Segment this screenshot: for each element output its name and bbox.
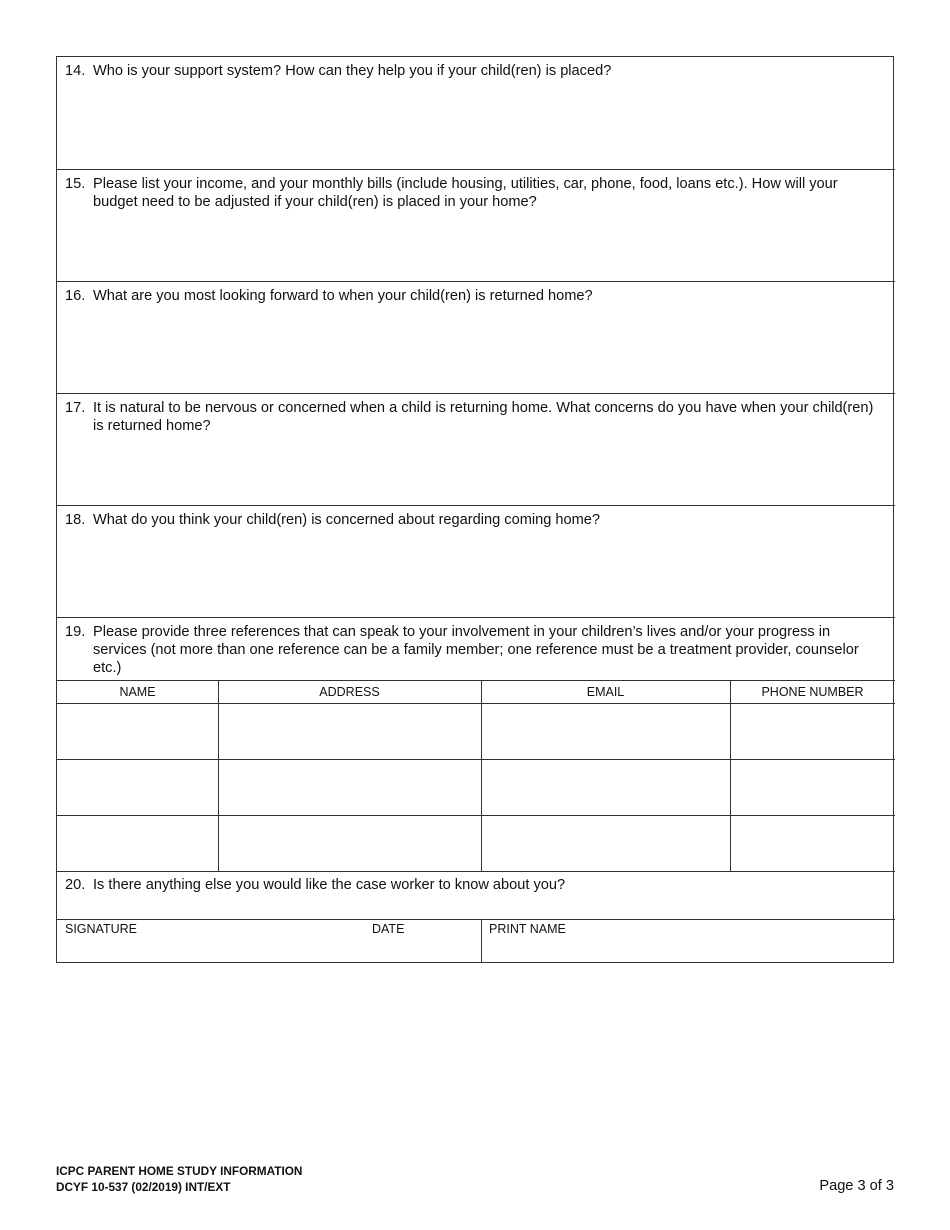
question-19-section: [57, 618, 895, 681]
reference-1-name-cell[interactable]: [57, 704, 218, 759]
question-number: 15.: [65, 176, 86, 192]
question-16-section[interactable]: [57, 282, 895, 394]
question-20-section[interactable]: [57, 871, 895, 920]
reference-2-address-cell[interactable]: [219, 760, 481, 815]
print-name-label: PRINT NAME: [489, 922, 566, 936]
date-field[interactable]: [367, 936, 481, 962]
question-20-text: Is there anything else you would like the case worker to know about you?: [93, 877, 566, 893]
question-15-section[interactable]: [57, 170, 895, 282]
column-header-address: ADDRESS: [319, 685, 380, 699]
signature-row: [57, 920, 895, 962]
reference-3-phone-cell[interactable]: [731, 816, 895, 871]
question-number: 19.: [65, 624, 86, 640]
question-number: 14.: [65, 63, 86, 79]
signature-field[interactable]: [57, 936, 357, 962]
reference-3-address-cell[interactable]: [219, 816, 481, 871]
question-14-section[interactable]: [57, 57, 895, 170]
question-number: 18.: [65, 512, 86, 528]
reference-1-phone-cell[interactable]: [731, 704, 895, 759]
date-label: DATE: [372, 922, 405, 936]
signature-label: SIGNATURE: [65, 922, 137, 936]
footer-form-info: [56, 1163, 302, 1195]
question-17-text: It is natural to be nervous or concerned when a child is returning home. What concerns do you have when your child(ren) is returned home?: [93, 400, 874, 434]
question-15-text: Please list your income, and your monthly bills (include housing, utilities, car, phone, food, loans etc.). How will your budget need to be adjusted if your child(ren) is placed in your home?: [93, 176, 838, 210]
question-17-section[interactable]: [57, 394, 895, 506]
question-16-text: What are you most looking forward to when your child(ren) is returned home?: [93, 288, 593, 304]
reference-2-email-cell[interactable]: [482, 760, 730, 815]
question-number: 20.: [65, 877, 86, 893]
reference-1-address-cell[interactable]: [219, 704, 481, 759]
reference-3-email-cell[interactable]: [482, 816, 730, 871]
page-number: Page 3 of 3: [819, 1178, 894, 1194]
print-name-field[interactable]: [482, 936, 895, 962]
column-header-name: NAME: [119, 685, 156, 699]
question-number: 16.: [65, 288, 86, 304]
question-18-text: What do you think your child(ren) is concerned about regarding coming home?: [93, 512, 601, 528]
form-code: DCYF 10-537 (02/2019) INT/EXT: [56, 1180, 231, 1194]
reference-3-name-cell[interactable]: [57, 816, 218, 871]
column-header-phone: PHONE NUMBER: [761, 685, 864, 699]
question-18-section[interactable]: [57, 506, 895, 618]
question-14-text: Who is your support system? How can they help you if your child(ren) is placed?: [93, 63, 612, 79]
form-page: [56, 56, 894, 963]
references-table: [57, 681, 895, 871]
column-header-email: EMAIL: [586, 685, 625, 699]
reference-2-phone-cell[interactable]: [731, 760, 895, 815]
question-19-text: Please provide three references that can speak to your involvement in your children’s lives and/or your progress in services (not more than one reference can be a family member; one reference must be a treatment provider, counselor etc.): [93, 624, 859, 676]
question-number: 17.: [65, 400, 86, 416]
form-title: ICPC PARENT HOME STUDY INFORMATION: [56, 1164, 303, 1178]
reference-1-email-cell[interactable]: [482, 704, 730, 759]
reference-2-name-cell[interactable]: [57, 760, 218, 815]
